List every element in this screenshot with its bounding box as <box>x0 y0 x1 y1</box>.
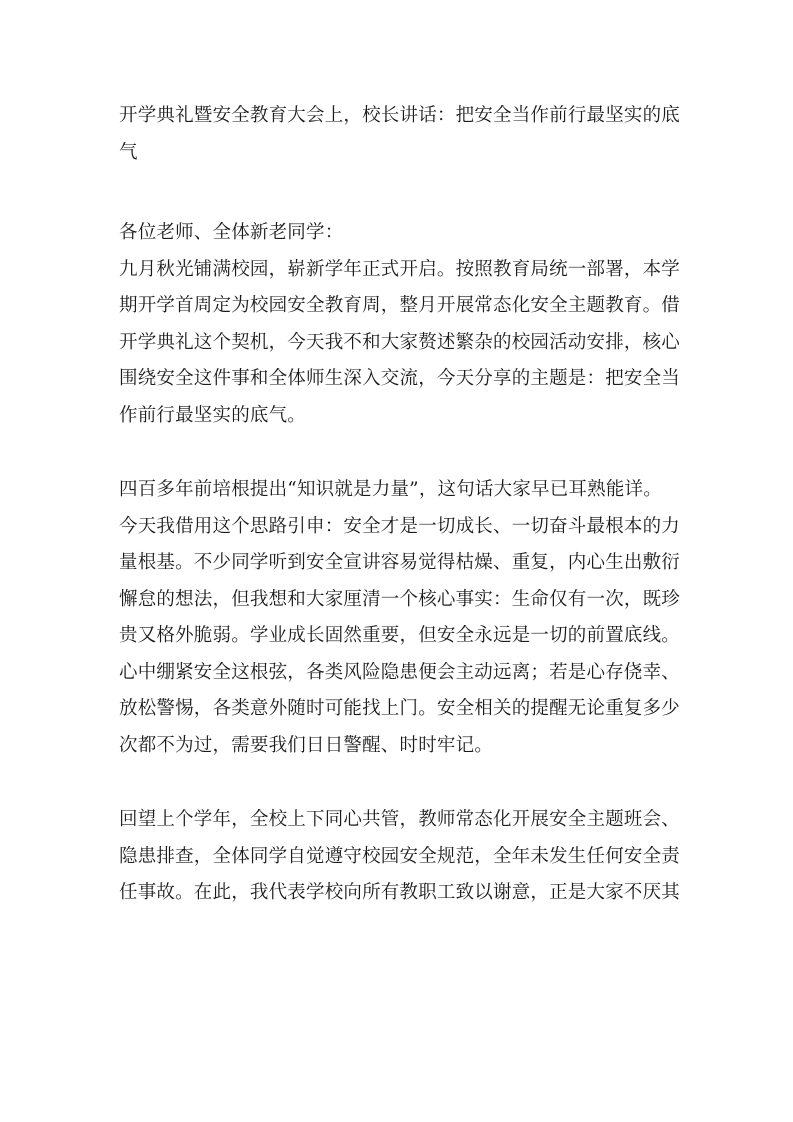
paragraph-line: 围绕安全这件事和全体师生深入交流，今天分享的主题是：把安全当 <box>119 368 681 389</box>
paragraph-line: 放松警惕，各类意外随时可能找上门。安全相关的提醒无论重复多少 <box>119 698 681 719</box>
title-line: 气 <box>119 141 138 163</box>
paragraph-line: 任事故。在此，我代表学校向所有教职工致以谢意，正是大家不厌其 <box>119 882 681 903</box>
paragraph-line: 量根基。不少同学听到安全宣讲容易觉得枯燥、重复，内心生出敷衍 <box>119 552 681 573</box>
paragraph-1 <box>119 252 689 435</box>
document-page <box>119 98 689 912</box>
paragraph-line: 今天我借用这个思路引申：安全才是一切成长、一切奋斗最根本的力 <box>119 515 681 537</box>
paragraph-line: 次都不为过，需要我们日日警醒、时时牢记。 <box>119 734 494 756</box>
paragraph-line: 期开学首周定为校园安全教育周，整月开展常态化安全主题教育。借 <box>119 295 681 316</box>
paragraph-3 <box>119 802 689 912</box>
paragraph-line: 心中绷紧安全这根弦，各类风险隐患便会主动远离；若是心存侥幸、 <box>119 661 681 683</box>
salutation <box>119 215 689 252</box>
paragraph-line: 隐患排查，全体同学自觉遵守校园安全规范，全年未发生任何安全责 <box>119 845 681 867</box>
document-title <box>119 98 689 171</box>
paragraph-line: 开学典礼这个契机，今天我不和大家赘述繁杂的校园活动安排，核心 <box>119 331 681 353</box>
title-line: 开学典礼暨安全教育大会上，校长讲话：把安全当作前行最坚实的底 <box>119 105 681 126</box>
paragraph-2 <box>119 472 689 764</box>
paragraph-line: 九月秋光铺满校园，崭新学年正式开启。按照教育局统一部署，本学 <box>119 258 681 280</box>
paragraph-line: 懈怠的想法，但我想和大家厘清一个核心事实：生命仅有一次，既珍 <box>119 588 681 610</box>
paragraph-line: 作前行最坚实的底气。 <box>119 404 307 426</box>
paragraph-line: 贵又格外脆弱。学业成长固然重要，但安全永远是一切的前置底线。 <box>119 625 681 646</box>
paragraph-line: 四百多年前培根提出“知识就是力量”，这句话大家早已耳熟能详。 <box>119 479 662 500</box>
paragraph-line: 回望上个学年，全校上下同心共管，教师常态化开展安全主题班会、 <box>119 809 681 830</box>
salutation-line: 各位老师、全体新老同学： <box>119 222 344 243</box>
